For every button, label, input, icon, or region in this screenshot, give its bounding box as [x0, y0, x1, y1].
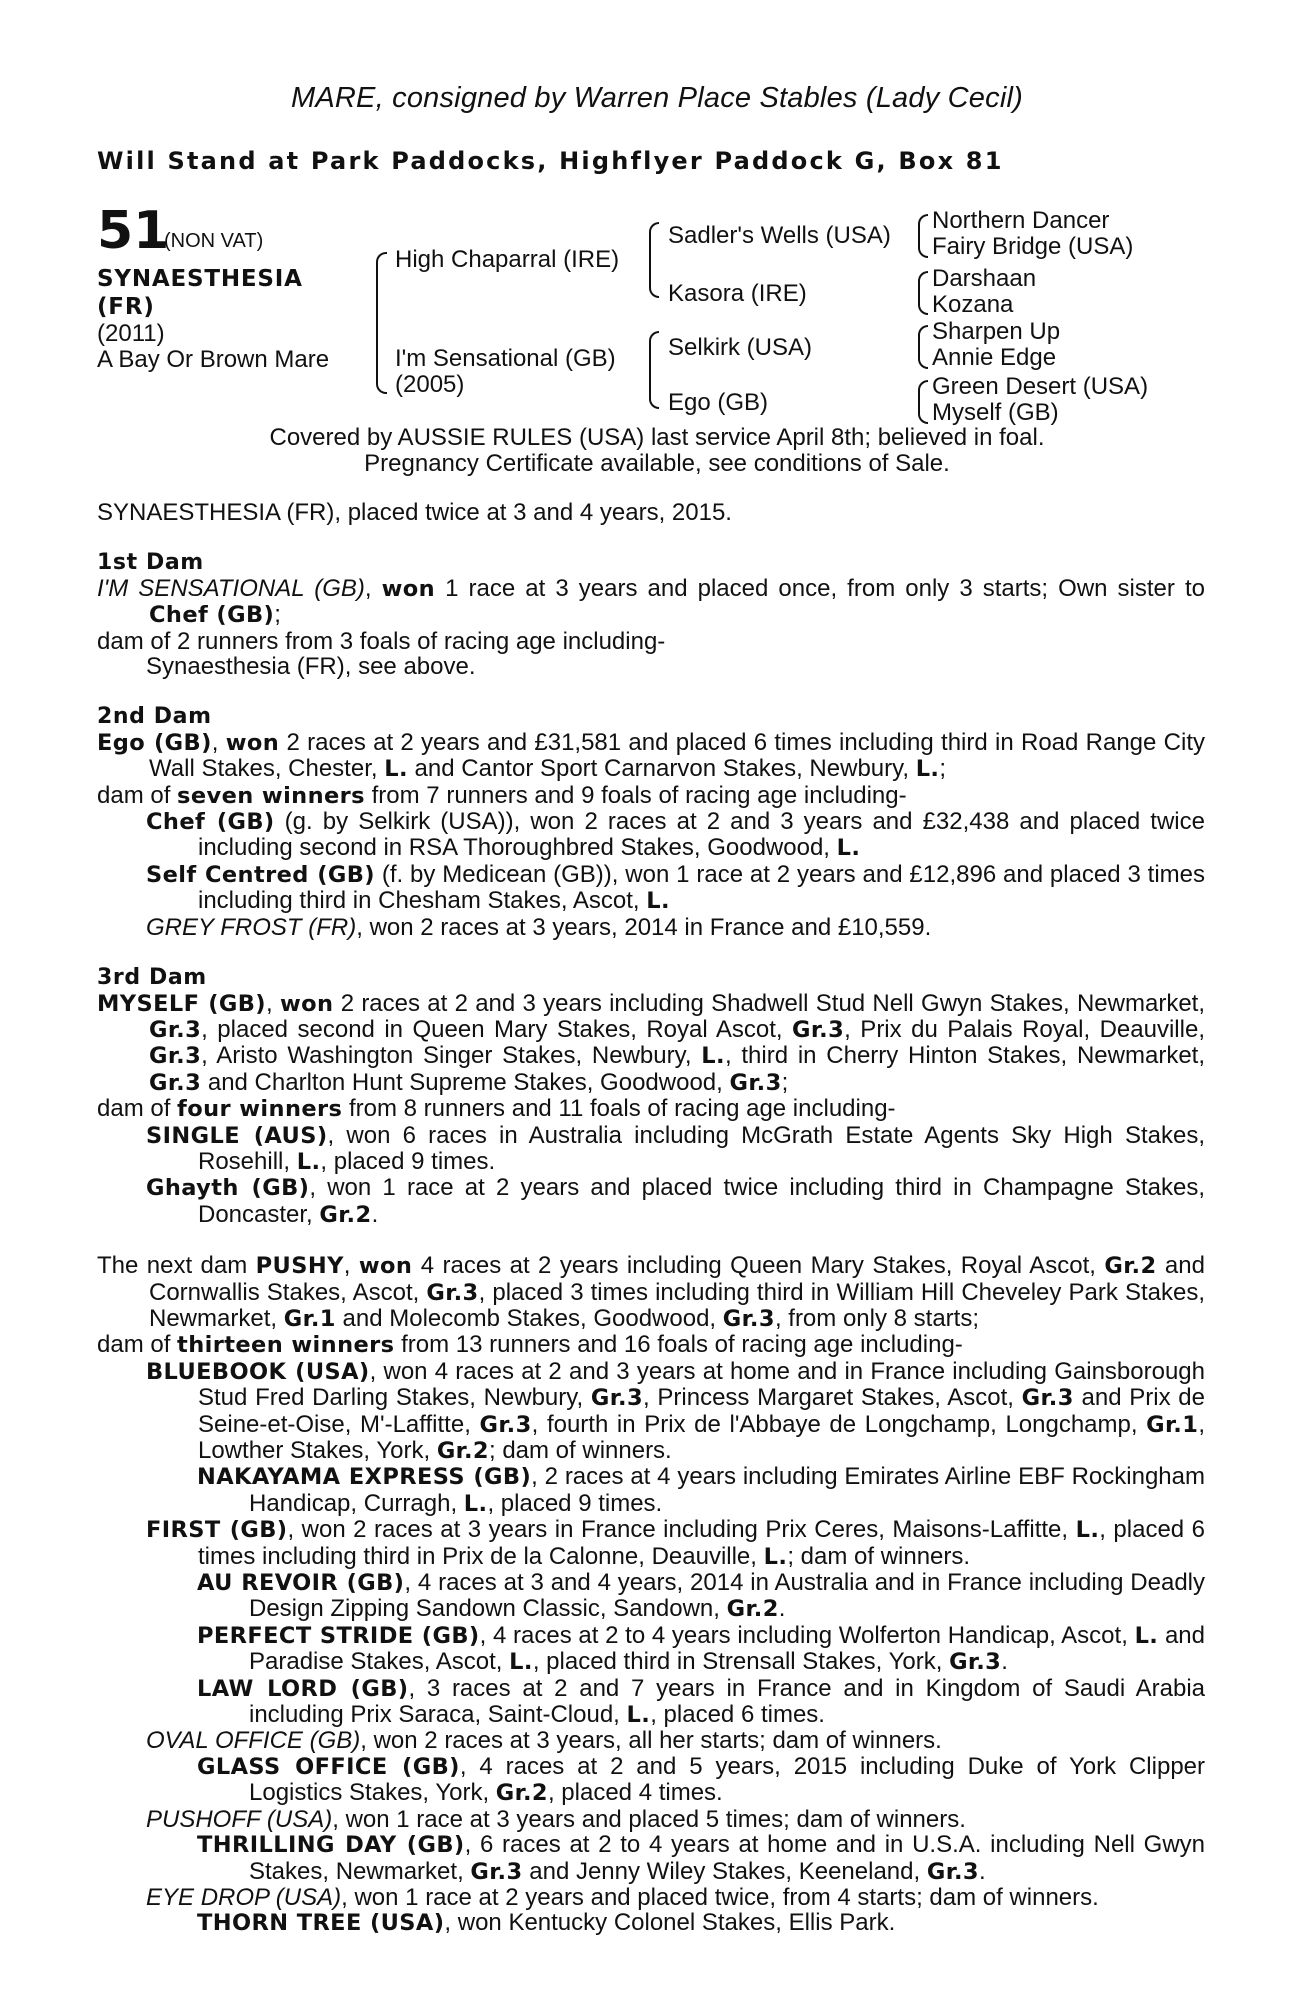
produce-entry [97, 809, 1205, 862]
text-run: and Prix de Seine-et-Oise, M'-Laffitte, [198, 1384, 1205, 1438]
text-run: L. [1134, 1622, 1159, 1649]
text-run: EYE DROP (USA) [146, 1883, 342, 1911]
text-run: PERFECT STRIDE (GB) [197, 1622, 480, 1649]
text-run: . [778, 1595, 786, 1623]
produce-summary: dam of 2 runners from 3 foals of racing age including- [97, 627, 666, 655]
produce-entry [97, 862, 1205, 915]
pedigree-dam-year: (2005) [395, 371, 465, 398]
horse-description: A Bay Or Brown Mare [97, 346, 330, 373]
text-run: L. [626, 1702, 651, 1729]
text-run: THORN TREE (USA) [197, 1910, 445, 1937]
text-run: Gr.3 [729, 1069, 782, 1096]
horse-summary: SYNAESTHESIA (FR), placed twice at 3 and 4 years, 2015. [97, 499, 732, 526]
horse-name [97, 265, 303, 321]
text-run: Gr.2 [726, 1596, 779, 1623]
text-run: Gr.3 [470, 1858, 523, 1885]
lot-number: 51 [97, 201, 170, 261]
text-run: won [381, 575, 436, 602]
text-run: dam of [97, 1331, 178, 1359]
text-run: , fourth in Prix de l'Abbaye de Longchamp, Longchamp, [531, 1410, 1147, 1438]
text-run: , Aristo Washington Singer Stakes, Newbury, [201, 1042, 702, 1070]
text-run: , 3 races at 2 and 7 years in France and in Kingdom of Saudi Arabia including Prix Saraca, Saint-Cloud, [249, 1674, 1206, 1729]
text-run: L. [646, 888, 670, 915]
text-run: . [979, 1857, 986, 1885]
text-run: , placed 6 times including third in Prix de la Calonne, Deauville, [198, 1516, 1206, 1570]
consignor-line: MARE, consigned by Warren Place Stables (Lady Cecil) [291, 82, 1023, 114]
text-run: , [266, 989, 280, 1017]
section-heading: 2nd Dam [97, 704, 212, 730]
text-run: (g. by Selkirk (USA)), won 2 races at 2 and 3 years and £32,438 and placed twice including second in RSA Thoroughbred Stakes, Goodwood, [198, 808, 1205, 862]
text-run: LAW LORD (GB) [197, 1675, 409, 1702]
produce-entry [97, 1885, 1205, 1910]
text-run: Ghayth (GB) [146, 1175, 310, 1202]
next-dam-record [97, 1253, 1205, 1332]
text-run: BLUEBOOK (USA) [146, 1358, 370, 1385]
produce-summary [97, 783, 1205, 809]
text-run: , [211, 728, 226, 756]
text-run: , Prix du Palais Royal, Deauville, [844, 1015, 1205, 1043]
pedigree-sire-dam: Kasora (IRE) [668, 280, 807, 307]
text-run: SINGLE (AUS) [146, 1122, 328, 1149]
text-run: Gr.3 [926, 1858, 979, 1885]
text-run: Gr.2 [495, 1780, 548, 1807]
text-run: won [279, 990, 334, 1017]
text-run: , placed 4 times. [547, 1779, 723, 1807]
pedigree-brace [649, 331, 659, 369]
text-run: Self Centred (GB) [146, 861, 375, 888]
text-run: , 6 races at 2 to 4 years at home and in U.S.A. including Nell Gwyn Stakes, Newmarket, [249, 1831, 1206, 1885]
produce-entry: Synaesthesia (FR), see above. [146, 653, 476, 681]
pedigree-brace [918, 345, 928, 369]
text-run: seven winners [177, 782, 365, 809]
pedigree-gen3: Green Desert (USA) [932, 373, 1149, 400]
text-run: , placed 9 times. [487, 1489, 663, 1517]
text-run: , placed second in Queen Mary Stakes, Royal Ascot, [201, 1015, 792, 1043]
text-run: L. [296, 1148, 321, 1175]
text-run: , 4 races at 3 and 4 years, 2014 in Australia and in France including Deadly Design Zipping Sandown Classic, Sandown, [249, 1569, 1205, 1623]
text-run: Gr.3 [426, 1279, 479, 1306]
text-run: Gr.3 [149, 1016, 202, 1043]
text-run: Gr.3 [949, 1649, 1002, 1676]
text-run: Gr.3 [792, 1016, 845, 1043]
produce-entry [97, 1728, 1205, 1753]
pedigree-gen3: Darshaan [932, 265, 1037, 292]
text-run: Gr.3 [479, 1411, 532, 1438]
produce-entry [97, 1175, 1205, 1228]
pedigree-sire-sire: Sadler's Wells (USA) [668, 222, 891, 249]
text-run: (f. by Medicean (GB)), won 1 race at 2 years and £12,896 and placed 3 times including third in Chesham Stakes, Ascot, [198, 860, 1206, 915]
text-run: PUSHY [255, 1253, 344, 1280]
text-run: won [225, 729, 280, 756]
text-run: , won 1 race at 2 years and placed twice including third in Champagne Stakes, Doncaster, [198, 1174, 1205, 1228]
pedigree-dam-dam: Ego (GB) [668, 389, 769, 416]
text-run: Gr.3 [149, 1043, 202, 1070]
vat-status: (NON VAT) [164, 230, 264, 252]
text-run: ; dam of winners. [787, 1542, 971, 1570]
text-run: from 8 runners and 11 foals of racing age including- [342, 1095, 896, 1123]
text-run: THRILLING DAY (GB) [197, 1832, 465, 1859]
text-run: FIRST (GB) [146, 1517, 288, 1544]
text-run: 1 race at 3 years and placed once, from only 3 starts; Own sister to [435, 574, 1205, 602]
text-run: Gr.2 [436, 1438, 489, 1464]
pedigree-gen3: Northern Dancer [932, 207, 1110, 234]
produce-entry [97, 1910, 1205, 1936]
text-run: I'M SENSATIONAL (GB) [97, 574, 365, 602]
produce-entry [97, 1464, 1205, 1517]
text-run: , placed 6 times. [650, 1701, 825, 1729]
text-run: L. [701, 1043, 725, 1070]
text-run: and Jenny Wiley Stakes, Keeneland, [522, 1857, 927, 1885]
produce-summary [97, 1096, 1205, 1122]
text-run: , won 1 race at 2 years and placed twice, from 4 starts; dam of winners. [341, 1883, 1099, 1911]
text-run: OVAL OFFICE (GB) [146, 1727, 361, 1755]
produce-entry [97, 1807, 1205, 1832]
pedigree-brace [918, 400, 928, 424]
pedigree-gen3: Sharpen Up [932, 318, 1061, 345]
produce-entry [97, 1570, 1205, 1623]
text-run: L. [763, 1543, 788, 1570]
produce-entry [97, 1754, 1205, 1807]
pedigree-brace [918, 291, 928, 315]
produce-summary [97, 1332, 1205, 1358]
text-run: Ego (GB) [97, 729, 212, 756]
text-run: and Paradise Stakes, Ascot, [249, 1621, 1205, 1676]
produce-entry [97, 1517, 1205, 1570]
dam-record [97, 730, 1205, 783]
pedigree-dam-sire: Selkirk (USA) [668, 334, 813, 361]
text-run: , third in Cherry Hinton Stakes, Newmarket, [724, 1042, 1205, 1070]
text-run: , 2 races at 4 years including Emirates Airline EBF Rockingham Handicap, Curragh, [249, 1463, 1205, 1517]
text-run: , [364, 574, 382, 602]
text-run: GREY FROST (FR) [146, 913, 357, 941]
text-run: four winners [177, 1096, 343, 1123]
text-run: , placed 9 times. [320, 1147, 496, 1175]
pedigree-brace [918, 271, 928, 293]
pedigree-brace [376, 252, 387, 316]
text-run: Gr.3 [590, 1385, 644, 1412]
text-run: and Charlton Hunt Supreme Stakes, Goodwood, [201, 1068, 730, 1096]
pregnancy-note: Pregnancy Certificate available, see conditions of Sale. [364, 450, 950, 477]
text-run: and Cornwallis Stakes, Ascot, [149, 1252, 1205, 1306]
text-run: ; [781, 1068, 789, 1096]
horse-name-line2: (FR) [97, 294, 155, 320]
text-run: dam of [97, 1095, 178, 1123]
text-run: Gr.1 [1146, 1411, 1199, 1438]
section-heading: 3rd Dam [97, 965, 207, 991]
text-run: Gr.2 [319, 1201, 372, 1228]
text-run: thirteen winners [177, 1332, 395, 1359]
pedigree-brace [918, 214, 928, 236]
text-run: AU REVOIR (GB) [197, 1570, 405, 1597]
text-run: Gr.3 [722, 1305, 775, 1332]
text-run: L. [509, 1649, 533, 1676]
pedigree-sire: High Chaparral (IRE) [395, 246, 620, 273]
text-run: , won 2 races at 3 years, all her starts; dam of winners. [360, 1727, 942, 1755]
text-run: ; [274, 601, 281, 629]
pedigree-dam: I'm Sensational (GB) [395, 345, 616, 372]
text-run: , placed third in Strensall Stakes, York, [532, 1648, 950, 1676]
text-run: , won 2 races at 3 years in France including Prix Ceres, Maisons-Laffitte, [287, 1516, 1076, 1544]
text-run: won [358, 1253, 413, 1280]
text-run: MYSELF (GB) [97, 990, 266, 1017]
text-run: and Molecomb Stakes, Goodwood, [335, 1304, 723, 1332]
section-heading: 1st Dam [97, 550, 204, 576]
text-run: 4 races at 2 years including Queen Mary Stakes, Royal Ascot, [412, 1252, 1105, 1280]
text-run: , Princess Margaret Stakes, Ascot, [643, 1384, 1022, 1412]
pedigree-gen3: Fairy Bridge (USA) [932, 233, 1134, 260]
text-run: dam of [97, 781, 178, 809]
produce-entry [97, 915, 1205, 940]
text-run: NAKAYAMA EXPRESS (GB) [197, 1464, 532, 1491]
text-run: , 4 races at 2 to 4 years including Wolferton Handicap, Ascot, [479, 1621, 1135, 1649]
text-run: , Lowther Stakes, York, [198, 1410, 1205, 1464]
text-run: Gr.3 [1021, 1385, 1074, 1412]
pedigree-gen3: Kozana [932, 291, 1014, 318]
text-run: PUSHOFF (USA) [146, 1805, 333, 1833]
produce-entry [97, 1676, 1205, 1729]
text-run: . [371, 1200, 379, 1228]
text-run: , won 6 races in Australia including McGrath Estate Agents Sky High Stakes, Rosehill, [198, 1121, 1205, 1175]
pedigree-brace [649, 256, 659, 298]
text-run: , won 4 races at 2 and 3 years at home and in France including Gainsborough Stud Fred Darling Stakes, Newbury, [198, 1357, 1205, 1412]
text-run: . [1001, 1648, 1008, 1676]
produce-entry [97, 1123, 1205, 1176]
produce-entry [97, 1832, 1205, 1885]
pedigree-brace [918, 380, 928, 402]
text-run: , placed 3 times including third in William Hill Cheveley Park Stakes, Newmarket, [149, 1278, 1205, 1332]
text-run: 2 races at 2 and 3 years including Shadwell Stud Nell Gwyn Stakes, Newmarket, [333, 989, 1205, 1017]
pedigree-brace [918, 234, 928, 258]
produce-entry [97, 1359, 1205, 1465]
horse-name-line1: SYNAESTHESIA [97, 266, 303, 292]
pedigree-gen3: Annie Edge [932, 344, 1057, 371]
text-run: L. [384, 756, 408, 783]
text-run: The next dam [97, 1252, 256, 1280]
text-run: from 13 runners and 16 foals of racing age including- [394, 1331, 963, 1359]
text-run: , won 2 races at 3 years, 2014 in France and £10,559. [356, 913, 932, 941]
text-run: Chef (GB) [149, 602, 275, 629]
foaling-year: (2011) [97, 320, 165, 347]
pedigree-brace [918, 325, 928, 347]
text-run: L. [1075, 1517, 1100, 1544]
text-run: Gr.1 [283, 1305, 336, 1332]
text-run: , 4 races at 2 and 5 years, 2015 including Duke of York Clipper Logistics Stakes, York, [249, 1752, 1206, 1807]
text-run: Gr.2 [1104, 1253, 1157, 1280]
stand-location: Will Stand at Park Paddocks, Highflyer Paddock G, Box 81 [97, 147, 1004, 175]
text-run: , [343, 1252, 359, 1280]
covered-note: Covered by AUSSIE RULES (USA) last service April 8th; believed in foal. [269, 424, 1045, 451]
text-run: , won 1 race at 3 years and placed 5 times; dam of winners. [332, 1805, 966, 1833]
text-run: , from only 8 starts; [774, 1304, 979, 1332]
pedigree-brace [649, 367, 659, 409]
produce-entry [97, 1623, 1205, 1676]
text-run: from 7 runners and 9 foals of racing age including- [364, 781, 907, 809]
pedigree-brace [649, 222, 659, 258]
text-run: Gr.3 [149, 1069, 202, 1096]
text-run: , won Kentucky Colonel Stakes, Ellis Park. [444, 1909, 896, 1937]
text-run: Chef (GB) [146, 809, 275, 836]
pedigree-brace [376, 314, 387, 394]
text-run: L. [463, 1490, 488, 1517]
dam-record [97, 576, 1205, 629]
text-run: GLASS OFFICE (GB) [197, 1753, 460, 1780]
text-run: L. [915, 756, 940, 783]
text-run: L. [836, 835, 861, 862]
text-run: and Cantor Sport Carnarvon Stakes, Newbury, [407, 755, 916, 783]
produce-record [97, 500, 1205, 1937]
text-run: ; [939, 755, 947, 783]
pedigree-gen3: Myself (GB) [932, 399, 1059, 426]
text-run: 2 races at 2 years and £31,581 and placed 6 times including third in Road Range City Wall Stakes, Chester, [149, 728, 1205, 783]
text-run: ; dam of winners. [488, 1437, 672, 1464]
dam-record [97, 991, 1205, 1097]
